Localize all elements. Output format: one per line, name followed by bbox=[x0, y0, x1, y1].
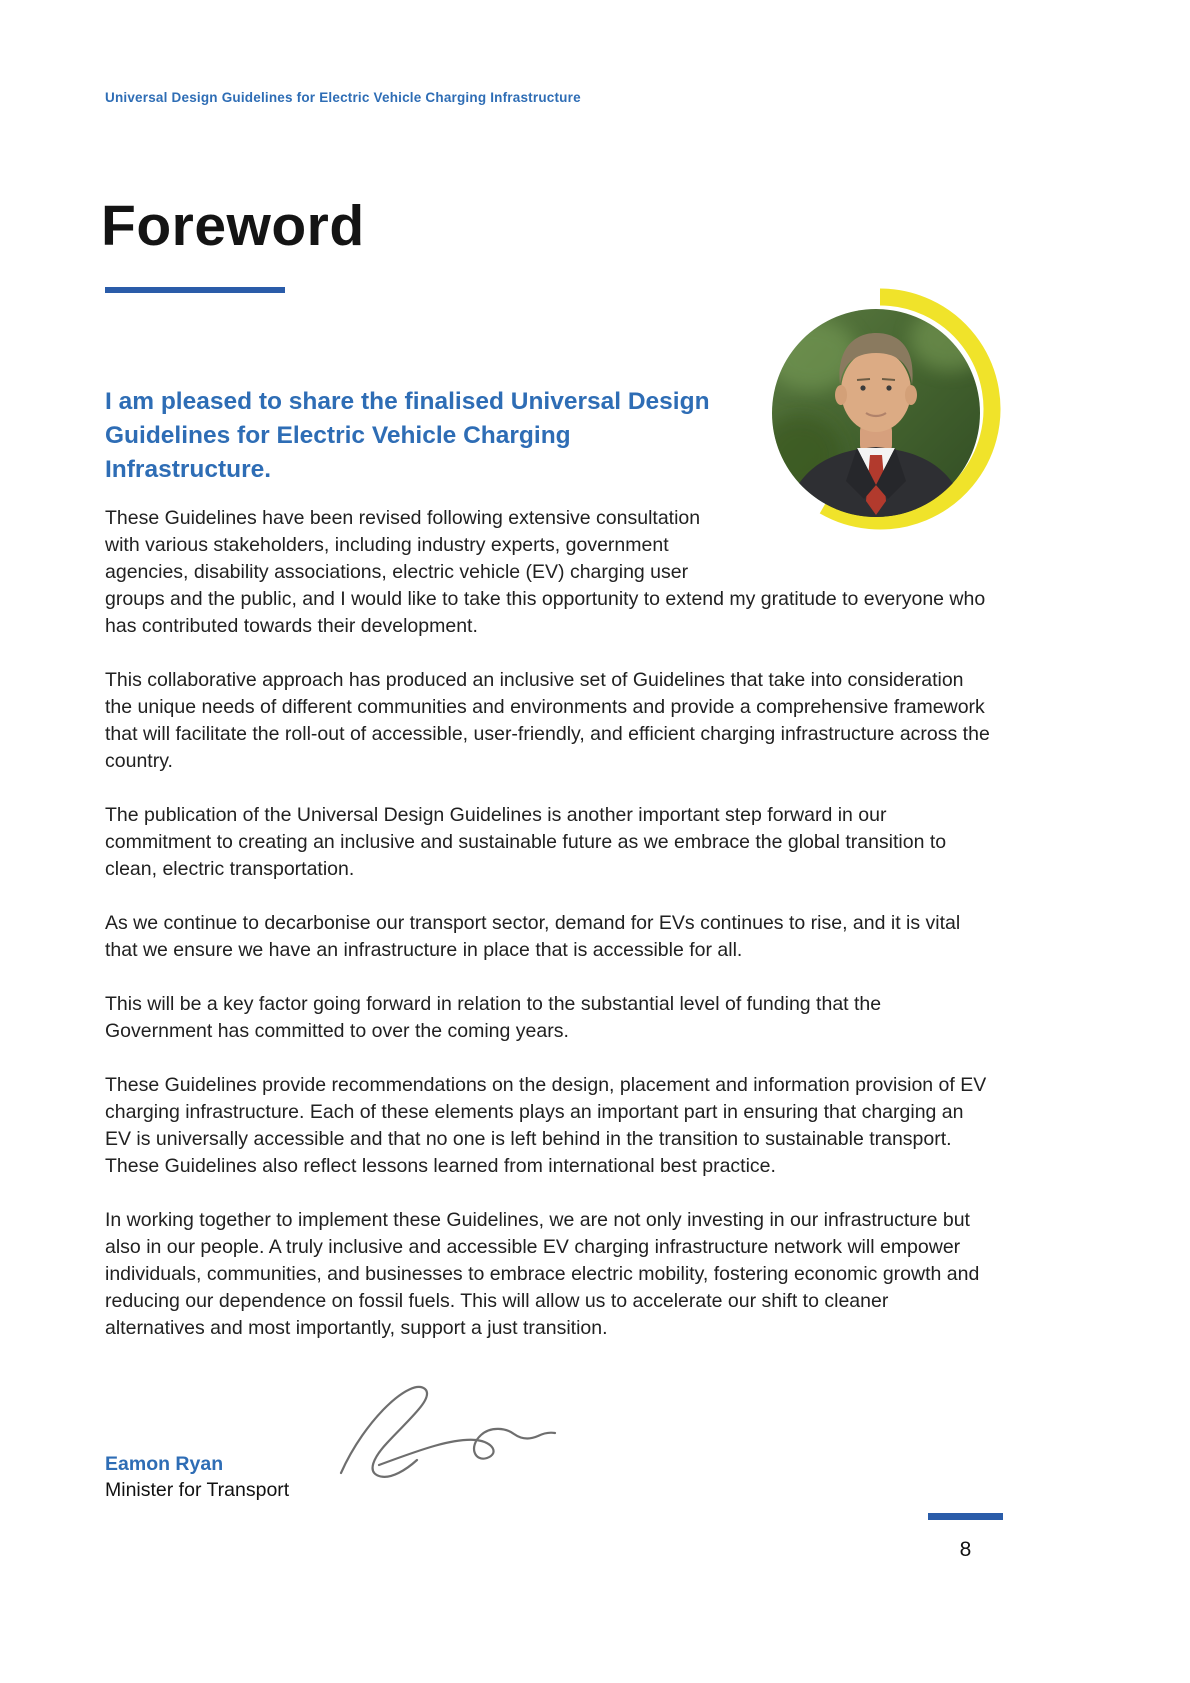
signatory-name: Eamon Ryan bbox=[105, 1453, 224, 1475]
paragraph: This will be a key factor going forward in relation to the substantial level of funding that the Government has committed to over the coming years. bbox=[105, 993, 882, 1042]
foreword-body bbox=[105, 385, 990, 1529]
paragraph: As we continue to decarbonise our transport sector, demand for EVs continues to rise, and it is vital that we ensure we have an infrastructure in place that is accessible for all. bbox=[105, 912, 961, 961]
footer-rule bbox=[928, 1513, 1003, 1520]
signature bbox=[327, 1361, 572, 1491]
signatory-role: Minister for Transport bbox=[105, 1479, 290, 1501]
signature-block bbox=[105, 1369, 990, 1529]
paragraph: This collaborative approach has produced an inclusive set of Guidelines that take into consideration the unique needs of different communities and environments and provide a comprehensive framework that will facilitate the roll-out of accessible, user-friendly, and efficient charging infrastructure across the country. bbox=[105, 669, 990, 772]
paragraph: These Guidelines have been revised following extensive consultation with various stakeholders, including industry experts, government agencies, disability associations, electric vehicle (EV) charging user groups and the public, and I would like to take this opportunity to extend my gratitude to everyone who has contributed towards their development. bbox=[105, 507, 986, 637]
paragraph: These Guidelines provide recommendations on the design, placement and information provision of EV charging infrastructure. Each of these elements plays an important part in ensuring that charging an EV is universally accessible and that no one is left behind in the transition to sustainable transport. These Guidelines also reflect lessons learned from international best practice. bbox=[105, 1074, 987, 1177]
foreword-lead: I am pleased to share the finalised Universal Design Guidelines for Electric Vehicle Charging Infrastructure. bbox=[105, 388, 710, 483]
page-title: Foreword bbox=[101, 194, 365, 258]
document-header: Universal Design Guidelines for Electric Vehicle Charging Infrastructure bbox=[105, 90, 581, 105]
page-number: 8 bbox=[959, 1538, 972, 1561]
paragraph: The publication of the Universal Design Guidelines is another important step forward in our commitment to creating an inclusive and sustainable future as we embrace the global transition to clean, electric transportation. bbox=[105, 804, 947, 880]
paragraph: In working together to implement these Guidelines, we are not only investing in our infrastructure but also in our people. A truly inclusive and accessible EV charging infrastructure network will empower individuals, communities, and businesses to embrace electric mobility, fostering economic growth and reducing our dependence on fossil fuels. This will allow us to accelerate our shift to cleaner alternatives and most importantly, support a just transition. bbox=[105, 1209, 980, 1339]
minister-photo bbox=[760, 285, 1010, 547]
title-underline-rule bbox=[105, 287, 285, 293]
minister-portrait bbox=[760, 285, 1010, 547]
